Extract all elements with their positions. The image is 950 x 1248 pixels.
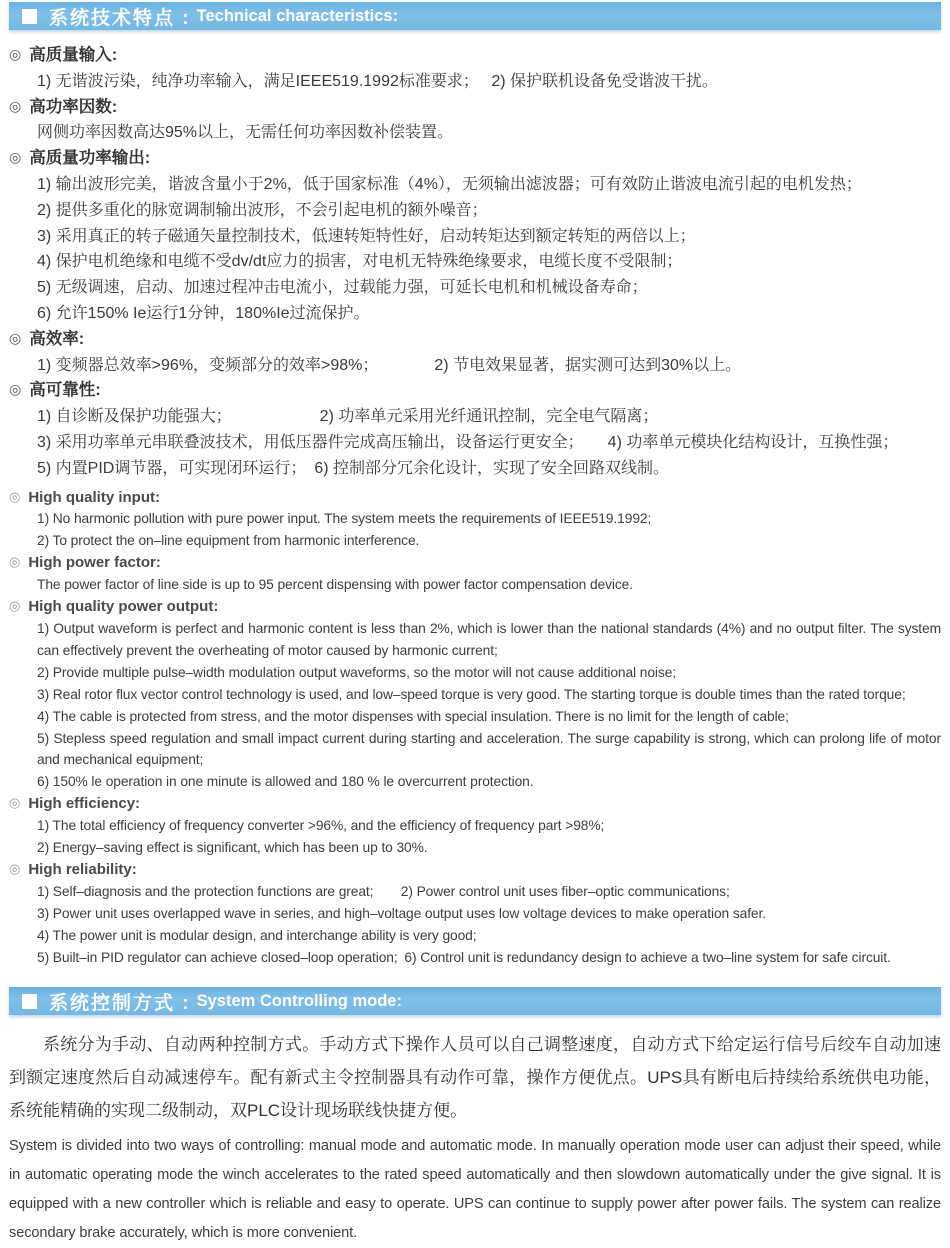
feature-line: 6) 150% le operation in one minute is allowed and 180 % le overcurrent protection.	[37, 774, 534, 790]
feature-line: 4) The power unit is modular design, and interchange ability is very good;	[37, 927, 477, 943]
feature-section-title-text: 高效率:	[29, 329, 85, 348]
technical-features-english	[9, 487, 941, 969]
double-circle-bullet-icon: ◎	[9, 46, 22, 62]
double-circle-bullet-icon: ◎	[9, 488, 21, 504]
feature-line: 5) 内置PID调节器，可实现闭环运行； 6) 控制部分冗余化设计，实现了安全回路双线制。	[37, 459, 670, 477]
feature-line: 2) 提供多重化的脉宽调制输出波形，不会引起电机的额外噪音；	[37, 201, 488, 219]
feature-line: 1) 输出波形完美，谐波含量小于2%，低于国家标准（4%），无须输出滤波器；可有效防止谐波电流引起的电机发热；	[37, 175, 862, 193]
double-circle-bullet-icon: ◎	[9, 329, 22, 346]
technical-features-chinese	[9, 43, 941, 482]
section-header-title-en: System Controlling mode:	[196, 991, 402, 1010]
feature-line: 5) Built–in PID regulator can achieve closed–loop operation; 6) Control unit is redundancy design to achieve a two–line system for safe circuit.	[37, 949, 891, 965]
feature-line: 1) 变频器总效率>96%，变频部分的效率>98%； 2) 节电效果显著，据实测可达到30%以上。	[37, 356, 742, 374]
control-mode-paragraph-zh: 系统分为手动、自动两种控制方式。手动方式下操作人员可以自己调整速度，自动方式下给定运行信号后绞车自动加速到额定速度然后自动减速停车。配有新式主令控制器具有动作可靠，操作方便优点。UPS具有断电后持续给系统供电功能，系统能精确的实现二级制动，双PLC设计现场联线快捷方便。	[9, 1035, 941, 1121]
feature-section-title-text: 高质量输入:	[29, 46, 118, 64]
feature-line: 1) Output waveform is perfect and harmonic content is less than 2%, which is lower than the national standards (4%) and no output filter. The system can effectively prevent the overheating of motor caused by harmonic current;	[37, 620, 941, 658]
feature-section-title	[9, 487, 941, 509]
feature-line: 6) 允许150% Ie运行1分钟，180%Ie过流保护。	[37, 304, 370, 322]
double-circle-bullet-icon: ◎	[9, 149, 22, 166]
feature-section-title	[9, 146, 941, 172]
feature-line: 5) 无级调速，启动、加速过程冲击电流小，过载能力强，可延长电机和机械设备寿命；	[37, 279, 648, 297]
control-mode-paragraph-en: System is divided into two ways of controlling: manual mode and automatic mode. In manually operation mode user can adjust their speed, while in automatic operating mode the winch accelerates to the rated speed automatically and then slowdown automatically under the give signal. It is equipped with a new controller which is reliable and easy to operate. UPS can continue to supply power after power fails. The system can realize secondary brake accurately, which is more convenient.	[9, 1138, 941, 1242]
square-marker-icon	[22, 9, 37, 24]
feature-section-title-text: 高质量功率输出:	[29, 149, 151, 168]
feature-line: The power factor of line side is up to 95 percent dispensing with power factor compensation device.	[37, 577, 633, 593]
feature-line: 3) 采用功率单元串联叠波技术，用低压器件完成高压输出，设备运行更安全； 4) 功率单元模块化结构设计，互换性强；	[37, 433, 899, 451]
feature-section-title-text: High reliability:	[28, 860, 137, 878]
double-circle-bullet-icon: ◎	[9, 97, 22, 114]
double-circle-bullet-icon: ◎	[9, 554, 21, 570]
feature-section-title	[9, 378, 941, 404]
feature-line: 1) The total efficiency of frequency converter >96%, and the efficiency of frequency part >98%;	[37, 818, 605, 834]
feature-section-title	[9, 596, 941, 618]
double-circle-bullet-icon: ◎	[9, 598, 21, 614]
feature-section-title	[9, 43, 941, 69]
feature-line: 2) Provide multiple pulse–width modulation output waveforms, so the motor will not cause additional noise;	[37, 664, 676, 680]
feature-line: 4) The cable is protected from stress, and the motor dispenses with special insulation. There is no limit for the length of cable;	[37, 708, 789, 724]
feature-line: 5) Stepless speed regulation and small impact current during starting and acceleration. The surge capability is strong, which can prolong life of motor and mechanical equipment;	[37, 730, 941, 768]
double-circle-bullet-icon: ◎	[9, 381, 22, 398]
feature-section-title	[9, 95, 941, 121]
feature-section-title	[9, 327, 941, 353]
feature-section-title-text: High quality power output:	[28, 598, 219, 616]
feature-line: 2) Energy–saving effect is significant, which has been up to 30%.	[37, 840, 428, 856]
feature-line: 1) 自诊断及保护功能强大； 2) 功率单元采用光纤通讯控制，完全电气隔离；	[37, 408, 659, 426]
section-header-title-en: Technical characteristics:	[196, 6, 399, 25]
feature-section-title-text: High efficiency:	[28, 795, 141, 813]
feature-line: 1) No harmonic pollution with pure power input. The system meets the requirements of IEEE519.1992;	[37, 511, 652, 527]
section-header-title-zh: 系统技术特点 :	[49, 7, 191, 29]
feature-section-title-text: High quality input:	[28, 488, 160, 506]
feature-line: 3) Real rotor flux vector control technology is used, and low–speed torque is very good. The starting torque is double times than the rated torque;	[37, 686, 906, 702]
double-circle-bullet-icon: ◎	[9, 795, 21, 811]
feature-line: 1) 无谐波污染，纯净功率输入，满足IEEE519.1992标准要求； 2) 保护联机设备免受谐波干扰。	[37, 72, 718, 90]
double-circle-bullet-icon: ◎	[9, 860, 21, 876]
feature-line: 4) 保护电机绝缘和电缆不受dv/dt应力的损害，对电机无特殊绝缘要求，电缆长度不受限制；	[37, 253, 683, 271]
feature-section-title	[9, 552, 941, 574]
feature-section-title-text: 高可靠性:	[29, 381, 101, 400]
feature-section-title	[9, 793, 941, 815]
feature-line: 网侧功率因数高达95%以上，无需任何功率因数补偿装置。	[37, 124, 454, 142]
feature-section-title-text: High power factor:	[28, 554, 161, 572]
feature-line: 3) 采用真正的转子磁通矢量控制技术，低速转矩特性好，启动转矩达到额定转矩的两倍以上；	[37, 227, 696, 245]
feature-line: 2) To protect the on–line equipment from harmonic interference.	[37, 533, 420, 549]
section-header-title-zh: 系统控制方式 :	[49, 992, 191, 1014]
feature-section-title	[9, 859, 941, 881]
feature-line: 1) Self–diagnosis and the protection functions are great; 2) Power control unit uses fiber–optic communications;	[37, 883, 730, 899]
square-marker-icon	[22, 994, 37, 1009]
feature-line: 3) Power unit uses overlapped wave in series, and high–voltage output uses low voltage devices to make operation safer.	[37, 905, 766, 921]
feature-section-title-text: 高功率因数:	[29, 97, 118, 116]
section-header-control	[9, 987, 941, 1015]
section-header-technical	[9, 2, 941, 30]
